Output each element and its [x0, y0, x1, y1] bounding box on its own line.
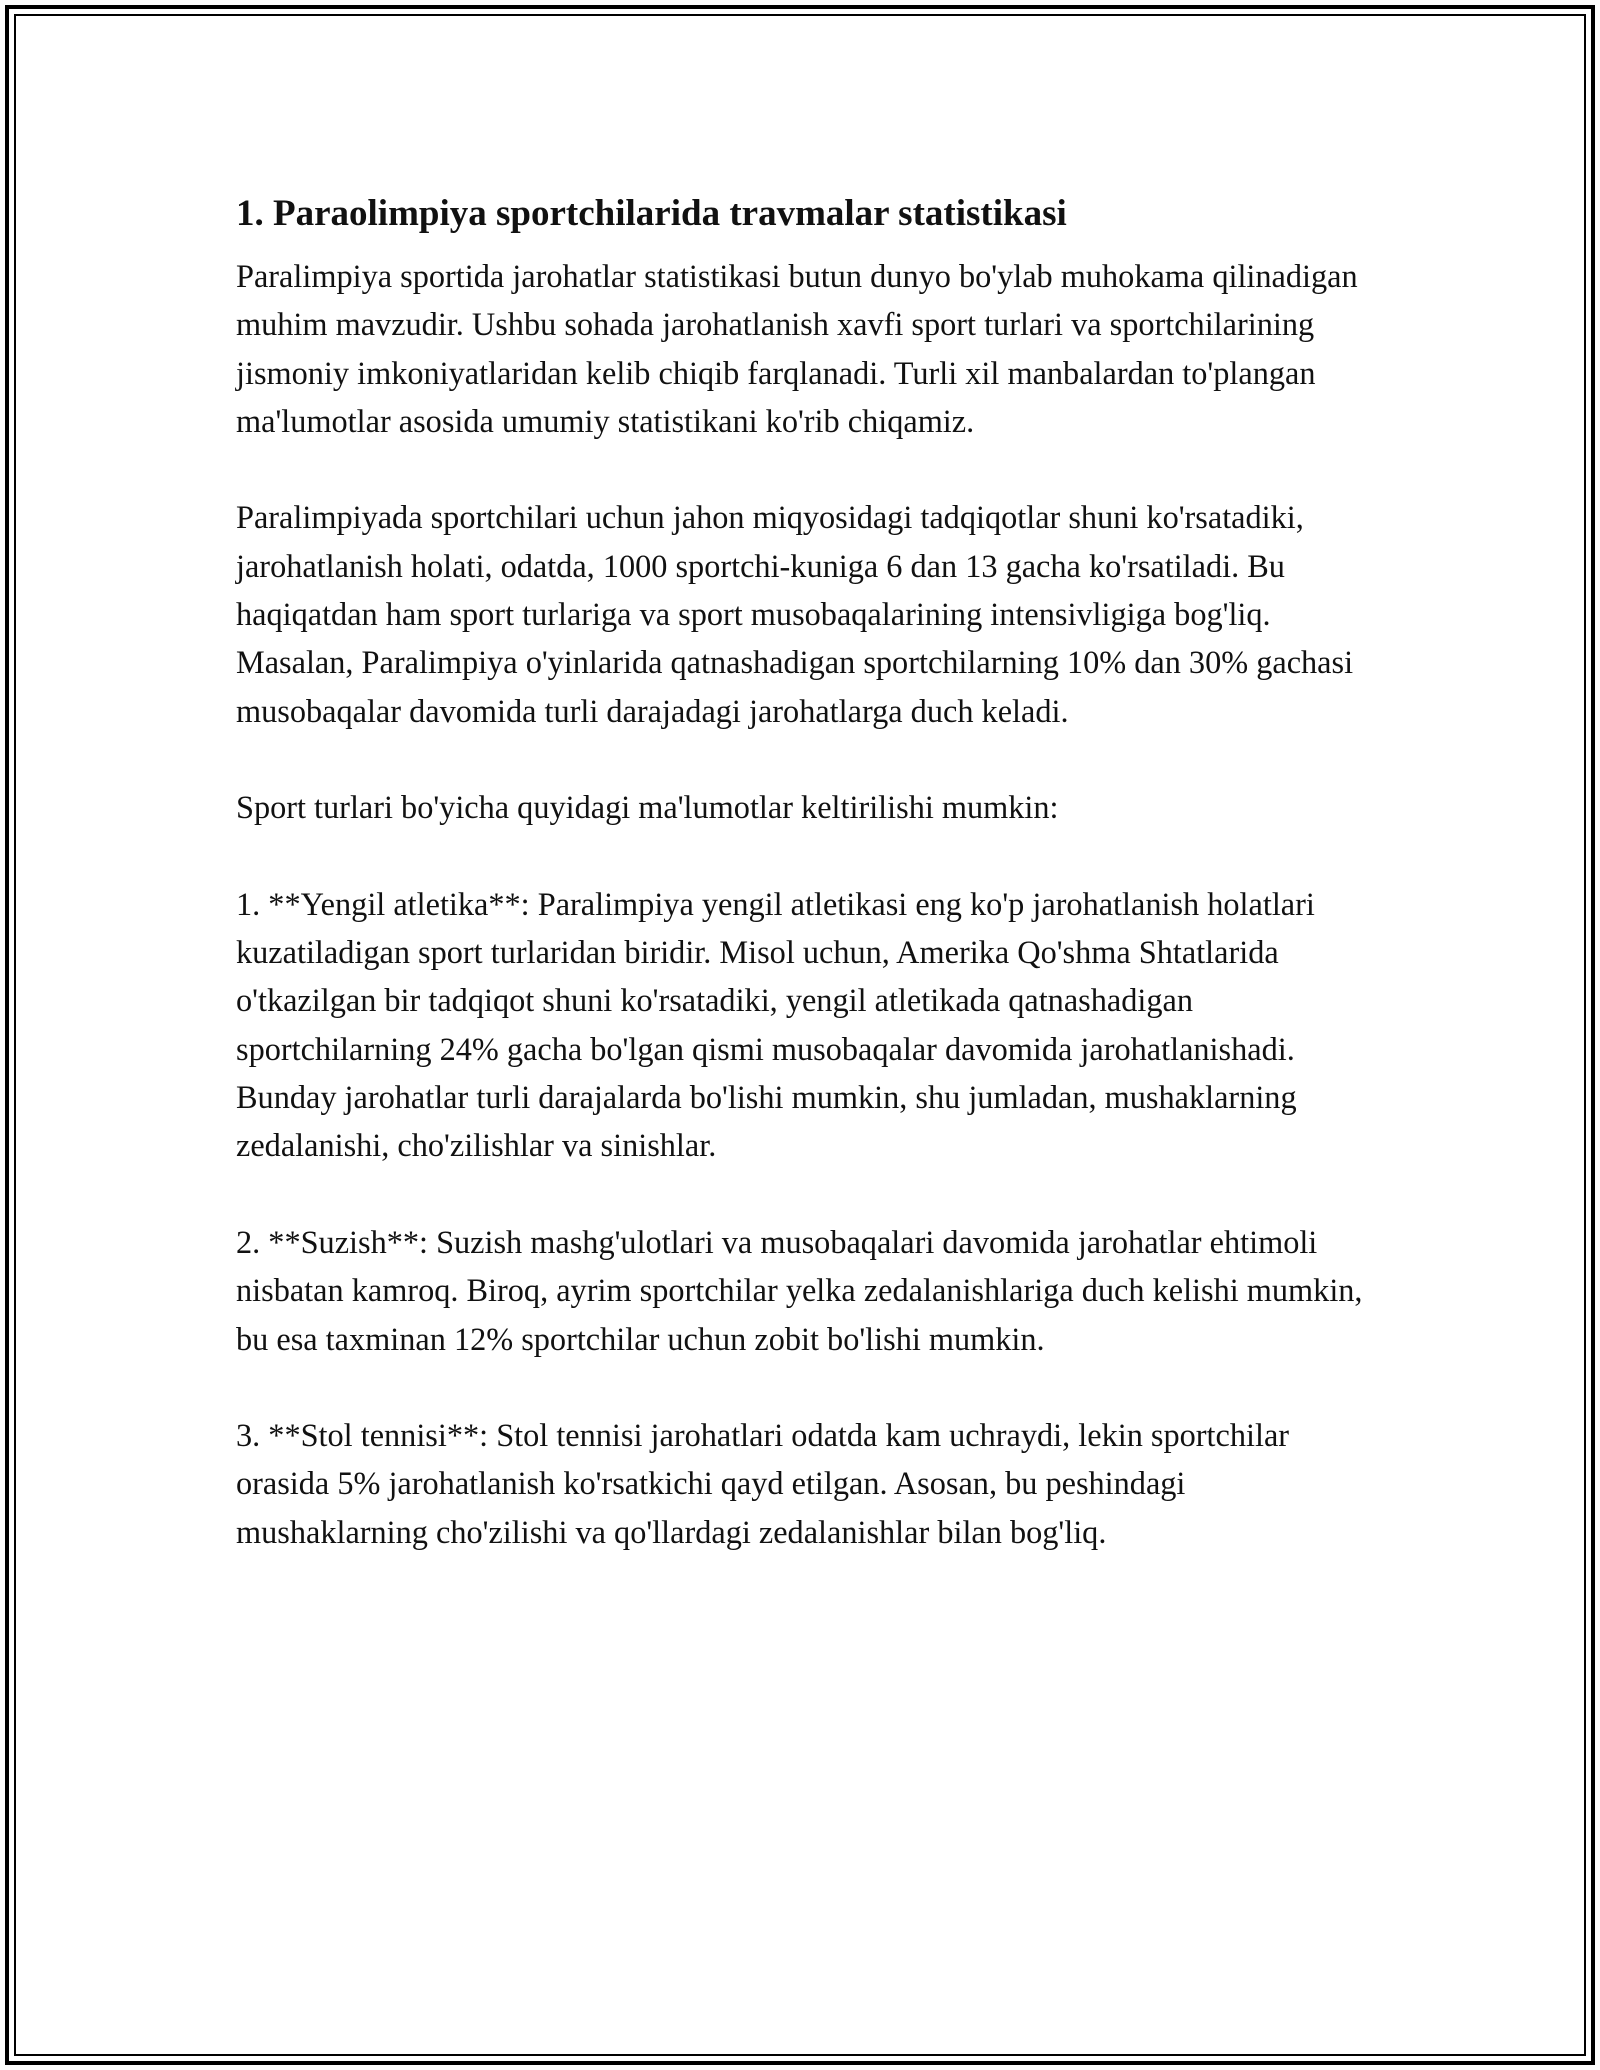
section-heading: 1. Paraolimpiya sportchilarida travmalar statistikasi	[236, 193, 1067, 234]
list-item-athletics: 1. **Yengil atletika**: Paralimpiya yengil atletikasi eng ko'p jarohatlanish holatlari kuzatiladigan sport turlaridan biridir. Misol uchun, Amerika Qo'shma Shtatlarida o'tkazilgan bir tadqiqot shuni ko'rsatadiki, yengil atletikada qatnashadigan sportchilarning 24% gacha bo'lgan qismi musobaqalar davomida jarohatlanishadi. Bunday jarohatlar turli darajalarda bo'lishi mumkin, shu jumladan, mushaklarning zedalanishi, cho'zilishlar va sinishlar.	[236, 885, 1315, 1164]
list-item-table-tennis: 3. **Stol tennisi**: Stol tennisi jarohatlari odatda kam uchraydi, lekin sportchilar orasida 5% jarohatlanish ko'rsatkichi qayd etilgan. Asosan, bu peshindagi mushaklarning cho'zilishi va qo'llardagi zedalanishlar bilan bog'liq.	[236, 1417, 1290, 1550]
paragraph-research: Paralimpiyada sportchilari uchun jahon miqyosidagi tadqiqotlar shuni ko'rsatadiki, jarohatlanish holati, odatda, 1000 sportchi-kuniga 6 dan 13 gacha ko'rsatiladi. Bu haqiqatdan ham sport turlariga va sport musobaqalarining intensivligiga bog'liq. Masalan, Paralimpiya o'yinlarida qatnashadigan sportchilarning 10% dan 30% gachasi musobaqalar davomida turli darajadagi jarohatlarga duch keladi.	[236, 499, 1354, 729]
paragraph-sport-types-intro: Sport turlari bo'yicha quyidagi ma'lumotlar keltirilishi mumkin:	[236, 789, 1059, 826]
paragraph-intro: Paralimpiya sportida jarohatlar statistikasi butun dunyo bo'ylab muhokama qilinadigan muhim mavzudir. Ushbu sohada jarohatlanish xavfi sport turlari va sportchilarining jismoniy imkoniyatlaridan kelib chiqib farqlanadi. Turli xil manbalardan to'plangan ma'lumotlar asosida umumiy statistikani ko'rib chiqamiz.	[236, 258, 1358, 439]
list-item-swimming: 2. **Suzish**: Suzish mashg'ulotlari va musobaqalari davomida jarohatlar ehtimoli nisbatan kamroq. Biroq, ayrim sportchilar yelka zedalanishlariga duch kelishi mumkin, bu esa taxminan 12% sportchilar uchun zobit bo'lishi mumkin.	[236, 1223, 1363, 1357]
document-body	[236, 186, 1366, 1604]
